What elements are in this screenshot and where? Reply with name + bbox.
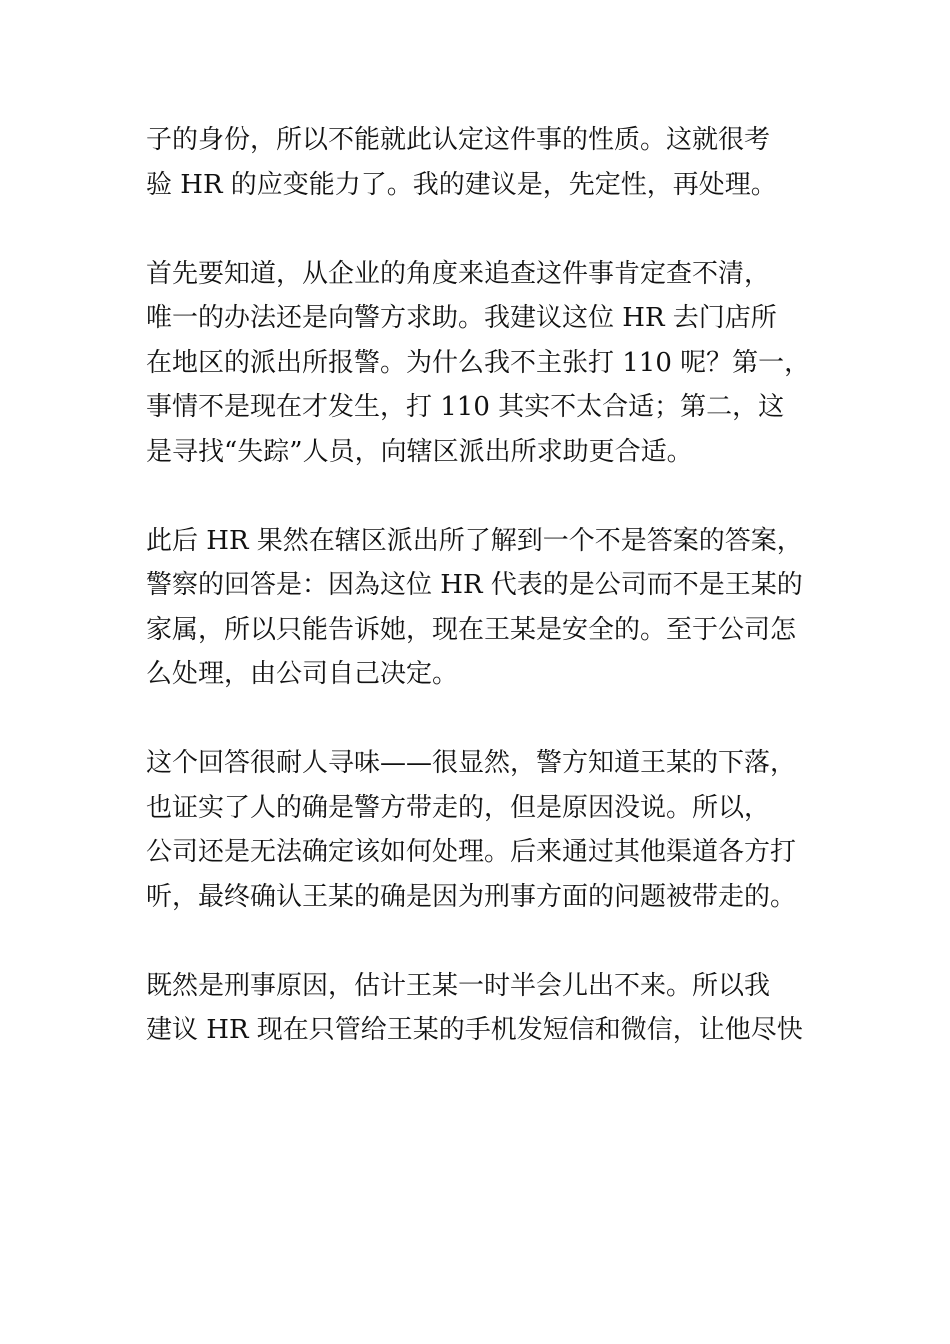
paragraph-2 [146,252,836,475]
text-line: 既然是刑事原因，估计王某一时半会儿出不来。所以我 [146,970,771,1001]
document-body [146,118,836,1097]
text-line: 唯一的办法还是向警方求助。我建议这位 HR 去门店所 [146,303,777,333]
text-line: 验 HR 的应变能力了。我的建议是，先定性，再处理。 [146,169,777,200]
text-line: 是寻找“失踪”人员，向辖区派出所求助更合适。 [146,436,693,467]
text-line: 建议 HR 现在只管给王某的手机发短信和微信，让他尽快 [146,1015,803,1045]
text-line: 在地区的派出所报警。为什么我不主张打 110 呢？第一， [146,347,811,378]
paragraph-3 [146,519,836,697]
text-line: 公司还是无法确定该如何处理。后来通过其他渠道各方打 [146,837,797,867]
text-line: 警察的回答是：因為这位 HR 代表的是公司而不是王某的 [146,570,803,600]
text-line: 首先要知道，从企业的角度来追查这件事肯定查不清， [146,258,771,289]
text-line: 此后 HR 果然在辖区派出所了解到一个不是答案的答案， [146,525,803,556]
text-line: 事情不是现在才发生，打 110 其实不太合适；第二，这 [146,392,785,422]
paragraph-4 [146,741,836,919]
text-line: 家属，所以只能告诉她，现在王某是安全的。至于公司怎 [146,614,797,645]
paragraph-5 [146,964,836,1053]
text-line: 听，最终确认王某的确是因为刑事方面的问题被带走的。 [146,881,797,912]
text-line: 子的身份，所以不能就此认定这件事的性质。这就很考 [146,125,771,155]
text-line: 也证实了人的确是警方带走的，但是原因没说。所以， [146,792,771,823]
paragraph-1 [146,118,836,207]
text-line: 这个回答很耐人寻味——很显然，警方知道王某的下落， [146,748,797,778]
text-line: 么处理，由公司自己决定。 [146,659,459,689]
